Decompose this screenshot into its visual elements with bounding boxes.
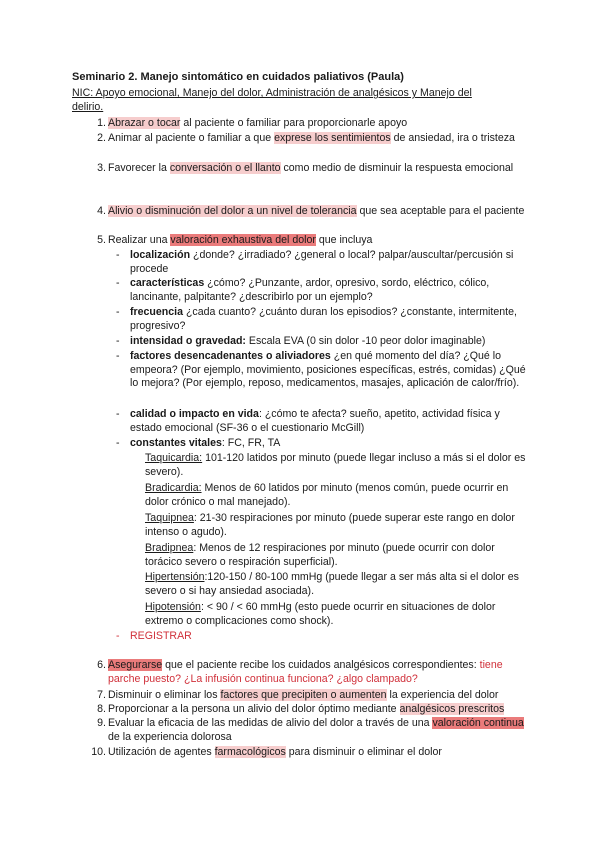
document-title: Seminario 2. Manejo sintomático en cuidados paliativos (Paula)	[72, 71, 404, 83]
vital-taquipnea	[145, 512, 530, 539]
item-pre: Utilización de agentes	[108, 746, 215, 758]
sub-item-label: características	[130, 277, 205, 289]
dash-bullet: -	[116, 335, 120, 347]
vital-label: Hipertensión	[145, 571, 205, 583]
vital-taquicardia	[145, 452, 530, 479]
vital-text: : 21-30 respiraciones por minuto (puede superar este rango en dolor intenso o agudo).	[145, 512, 515, 538]
sub-item-caracteristicas	[116, 277, 530, 304]
highlight: Alivio o disminución del dolor a un nivel de tolerancia	[108, 205, 357, 217]
sub-item-label: factores desencadenantes o aliviadores	[130, 350, 331, 362]
item-number: 1.	[97, 117, 106, 129]
vital-text: Menos de 60 latidos por minuto (menos común, puede ocurrir en dolor crónico o mal manejado).	[145, 482, 509, 508]
sub-item-calidad	[116, 408, 530, 435]
vital-text: :120-150 / 80-100 mmHg (puede llegar a ser más alta si el dolor es severo o si hay ansiedad asociada).	[145, 571, 519, 597]
list-item-3	[88, 162, 528, 176]
sub-item-text: REGISTRAR	[130, 630, 192, 642]
item-number: 10.	[91, 746, 106, 758]
item-number: 9.	[97, 717, 106, 729]
vital-hipertension	[145, 571, 530, 598]
list-item-8	[88, 703, 528, 717]
item-pre: Proporcionar a la persona un alivio del dolor óptimo mediante	[108, 703, 400, 715]
sub-item-text: ¿cómo? ¿Punzante, ardor, opresivo, sordo, eléctrico, cólico, lancinante, palpitante? ¿describirlo por un ejemplo?	[130, 277, 490, 303]
sub-item-factores	[116, 350, 530, 391]
item-number: 8.	[97, 703, 106, 715]
sub-item-text: Escala EVA (0 sin dolor -10 peor dolor imaginable)	[245, 335, 486, 347]
item-text	[108, 117, 528, 131]
item-pre: Evaluar la eficacia de las medidas de alivio del dolor a través de una	[108, 717, 433, 729]
sub-item-label: calidad o impacto en vida	[130, 408, 259, 420]
vital-label: Taquicardia:	[145, 452, 203, 464]
highlight-strong: valoración exhaustiva del dolor	[170, 234, 316, 246]
highlight-strong: valoración continua	[432, 717, 524, 729]
sub-item-text: ¿en qué momento del día? ¿Qué lo empeora? (Por ejemplo, movimiento, posiciones específicas, estrés, comidas) ¿Qué lo mejora? (Por ejemplo, reposo, medicamentos, masajes, aplicación de calor/frío).	[130, 350, 526, 389]
vital-text: 101-120 latidos por minuto (puede llegar incluso a más si el dolor es severo).	[145, 452, 526, 478]
sub-item-registrar	[116, 630, 530, 644]
item-text	[108, 703, 528, 717]
item-text	[108, 205, 528, 219]
item-rest: que incluya	[315, 234, 373, 246]
vital-bradicardia	[145, 482, 530, 509]
sub-item-label: intensidad o gravedad:	[130, 335, 246, 347]
sub-item-localizacion	[116, 249, 530, 276]
item-pre: Favorecer la	[108, 162, 170, 174]
item-number: 4.	[97, 205, 106, 217]
list-item-4	[88, 205, 528, 219]
dash-bullet: -	[116, 437, 120, 449]
highlight: conversación o el llanto	[169, 162, 281, 174]
list-item-7	[88, 689, 528, 703]
list-item-10	[88, 746, 528, 760]
list-item-6	[88, 659, 528, 686]
item-rest: que sea aceptable para el paciente	[356, 205, 525, 217]
item-text	[108, 717, 528, 744]
nic-line: NIC: Apoyo emocional, Manejo del dolor, Administración de analgésicos y Manejo del delirio.	[72, 87, 472, 113]
sub-item-text: ¿donde? ¿irradiado? ¿general o local? palpar/auscultar/percusión si procede	[130, 249, 514, 275]
item-rest: la experiencia del dolor	[386, 689, 499, 701]
highlight-strong: Asegurarse	[108, 659, 163, 671]
dash-bullet: -	[116, 350, 120, 362]
list-item-2	[88, 132, 528, 146]
sub-item-text: ¿cada cuanto? ¿cuánto duran los episodios? ¿constante, intermitente, progresivo?	[130, 306, 517, 332]
vital-hipotension	[145, 601, 530, 628]
sub-item-label: frecuencia	[130, 306, 183, 318]
dash-bullet: -	[116, 277, 120, 289]
item-rest: para disminuir o eliminar el dolor	[285, 746, 442, 758]
vital-label: Bradipnea	[145, 542, 194, 554]
item-text	[108, 659, 528, 686]
sub-item-label: constantes vitales	[130, 437, 222, 449]
item-pre: Animar al paciente o familiar a que	[108, 132, 275, 144]
item-text	[108, 746, 528, 760]
vital-label: Taquipnea	[145, 512, 194, 524]
item-text	[108, 132, 528, 146]
item-number: 3.	[97, 162, 106, 174]
sub-item-intensidad	[116, 335, 530, 349]
vital-text: : Menos de 12 respiraciones por minuto (puede ocurrir con dolor torácico severo o respiración superficial).	[145, 542, 495, 568]
highlight: farmacológicos	[214, 746, 286, 758]
sub-item-text: : FC, FR, TA	[221, 437, 281, 449]
red-note: tiene parche puesto? ¿La infusión continua funciona? ¿algo clampado?	[108, 659, 503, 685]
item-rest: al paciente o familiar para proporcionarle apoyo	[180, 117, 408, 129]
highlight: analgésicos prescritos	[399, 703, 505, 715]
item-text	[108, 689, 528, 703]
item-pre: Realizar una	[108, 234, 171, 246]
item-pre: Disminuir o eliminar los	[108, 689, 221, 701]
item-rest: de la experiencia dolorosa	[108, 730, 232, 743]
item-rest: de ansiedad, ira o tristeza	[390, 132, 515, 144]
dash-bullet: -	[116, 306, 120, 318]
list-item-1	[88, 117, 528, 131]
dash-bullet: -	[116, 249, 120, 261]
item-number: 5.	[97, 234, 106, 246]
list-item-5	[88, 234, 528, 248]
highlight: factores que precipiten o aumenten	[220, 689, 387, 701]
vital-bradipnea	[145, 542, 530, 569]
sub-item-label: localización	[130, 249, 191, 261]
dash-bullet: -	[116, 630, 120, 642]
sub-item-constantes	[116, 437, 530, 451]
item-text	[108, 162, 528, 176]
vital-text: : < 90 / < 60 mmHg (esto puede ocurrir en situaciones de dolor extremo o complicaciones como shock).	[145, 601, 496, 627]
item-number: 7.	[97, 689, 106, 701]
item-rest: que el paciente recibe los cuidados analgésicos correspondientes:	[162, 659, 480, 671]
item-rest: como medio de disminuir la respuesta emocional	[280, 162, 514, 174]
item-text	[108, 234, 528, 248]
vital-label: Hipotensión	[145, 601, 201, 613]
vital-label: Bradicardia:	[145, 482, 202, 494]
highlight: exprese los sentimientos	[274, 132, 391, 144]
highlight: Abrazar o tocar	[108, 117, 181, 129]
item-number: 6.	[97, 659, 106, 671]
list-item-9	[88, 717, 528, 744]
sub-item-text: : ¿cómo te afecta? sueño, apetito, actividad física y estado emocional (SF-36 o el cuestionario McGill)	[130, 408, 500, 434]
dash-bullet: -	[116, 408, 120, 420]
item-number: 2.	[97, 132, 106, 144]
sub-item-frecuencia	[116, 306, 530, 333]
